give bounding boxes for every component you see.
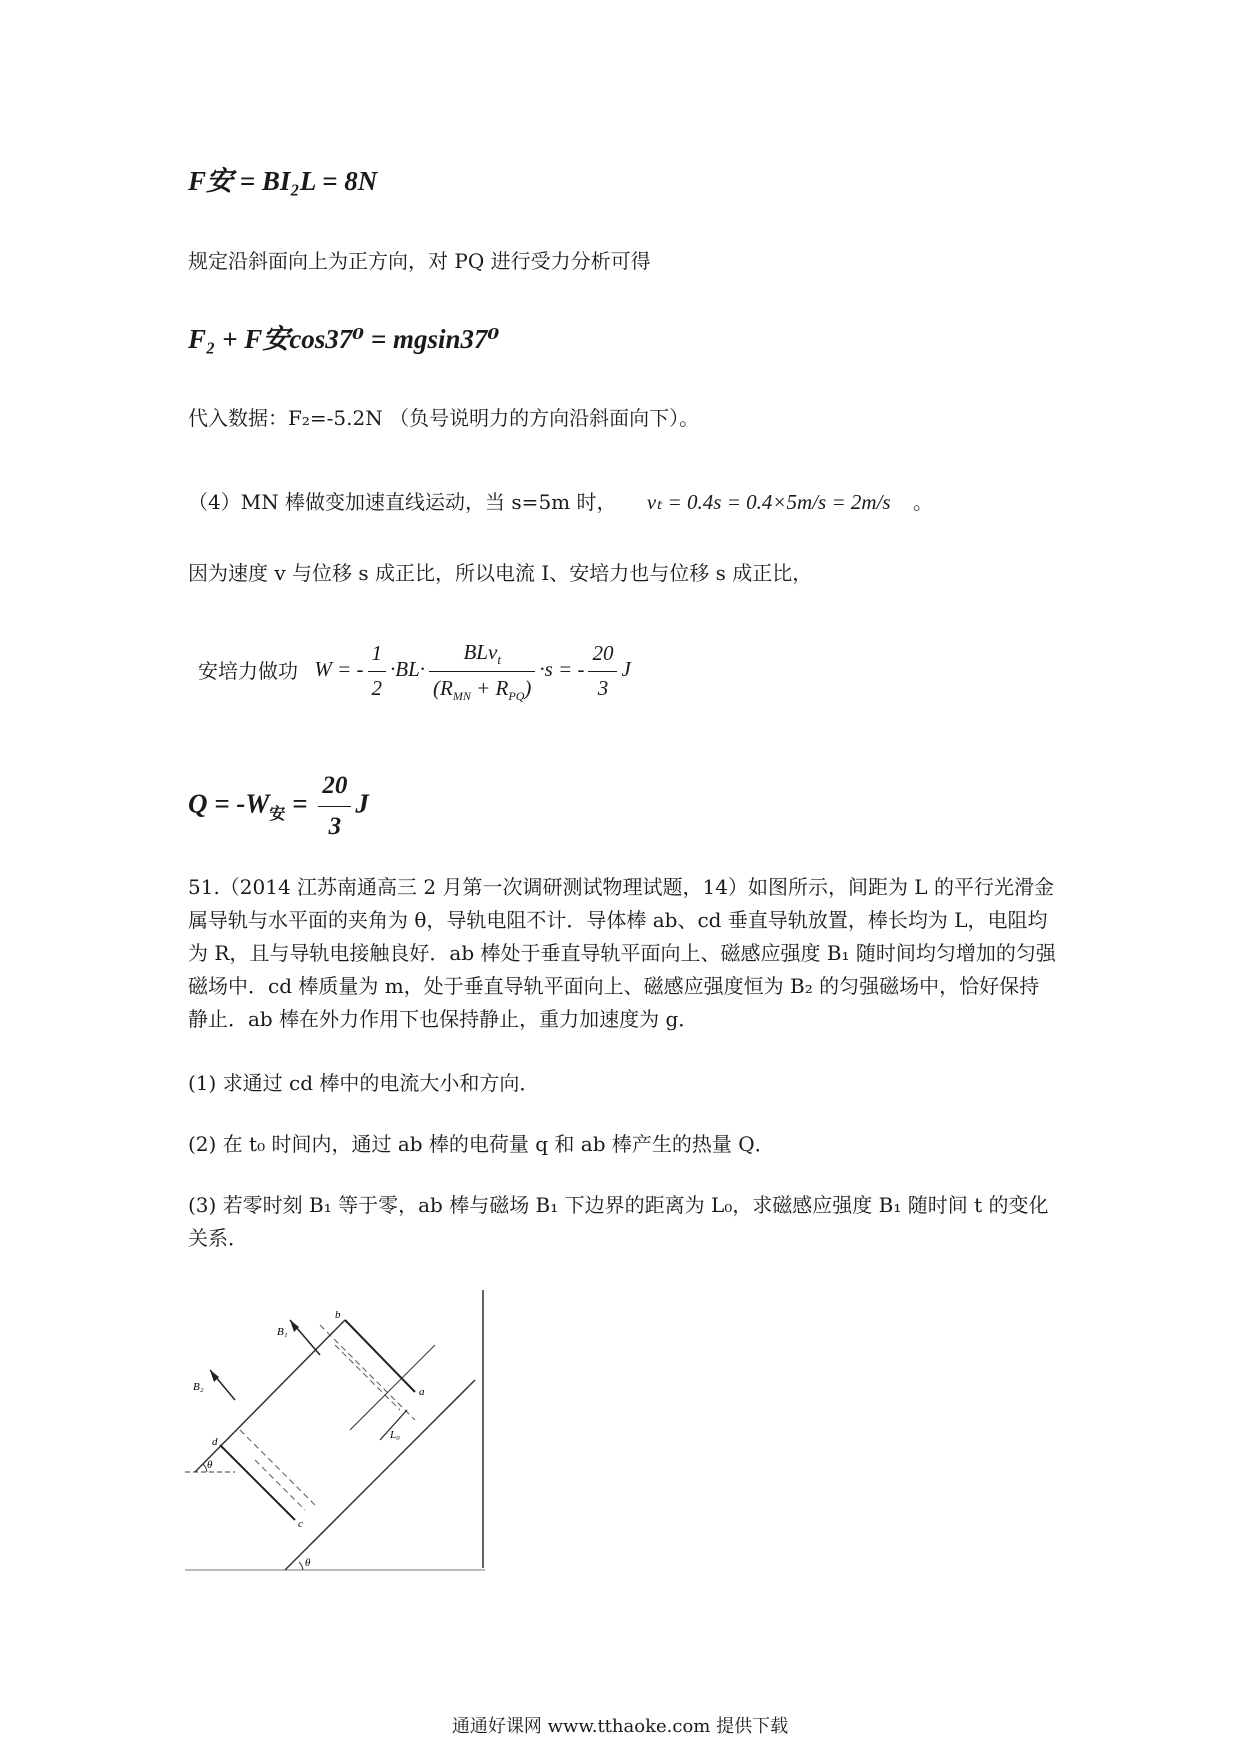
field-boundary-b2-2 [255, 1460, 305, 1510]
label-theta-top: θ [207, 1459, 213, 1471]
label-b2: B₂ [193, 1381, 204, 1393]
text-part-4 [188, 486, 933, 520]
text-force-analysis: 规定沿斜面向上为正方向，对 PQ 进行受力分析可得 [188, 249, 651, 273]
label-theta-bottom: θ [305, 1557, 311, 1569]
part-4-end: 。 [912, 490, 933, 514]
field-boundary-b1-2 [320, 1325, 415, 1420]
work-label: 安培力做功 [198, 659, 298, 684]
field-boundary-b1 [335, 1345, 400, 1410]
theta-arc-bottom [299, 1562, 303, 1570]
formula-ampere-force [188, 160, 377, 203]
label-a: a [419, 1386, 425, 1398]
rod-cd [220, 1445, 295, 1520]
question-1: (1) 求通过 cd 棒中的电流大小和方向． [188, 1071, 540, 1095]
label-l0: L₀ [390, 1429, 400, 1441]
part-4-lead: （4）MN 棒做变加速直线运动，当 s=5m 时， [188, 490, 617, 514]
rod-ab [345, 1320, 415, 1392]
velocity-formula: vₜ = 0.4s = 0.4×5m/s = 2m/s [646, 490, 891, 514]
label-c: c [298, 1518, 303, 1530]
question-2: (2) 在 t₀ 时间内，通过 ab 棒的电荷量 q 和 ab 棒产生的热量 Q． [188, 1132, 775, 1156]
question-3: (3) 若零时刻 B₁ 等于零，ab 棒与磁场 B₁ 下边界的距离为 L₀，求磁感应强度 B₁ 随时间 t 的变化关系． [188, 1193, 1049, 1250]
formula-text: F₂ + F安cos37⁰ = mgsin37⁰ [188, 324, 500, 354]
page-footer: 通通好课网 www.tthaoke.com 提供下载 [451, 1716, 789, 1737]
rail-diagram [185, 1290, 490, 1575]
label-b1: B₁ [277, 1326, 288, 1338]
text-substitute-data: 代入数据：F₂=-5.2N （负号说明力的方向沿斜面向下）。 [188, 406, 700, 430]
work-formula-line [198, 636, 631, 706]
rail-upper-left [195, 1320, 345, 1472]
label-d: d [212, 1436, 218, 1448]
formula-text: F安 = BI₂L = 8N [188, 166, 378, 196]
field-boundary-b2 [240, 1430, 315, 1505]
rail-lower-right [285, 1380, 475, 1570]
problem-stem: 51.（2014 江苏南通高三 2 月第一次调研测试物理试题，14）如图所示，间距为 L 的平行光滑金属导轨与水平面的夹角为 θ，导轨电阻不计．导体棒 ab、cd 垂直导轨放置，棒长均为 L，电阻均为 R，且与导轨电接触良好．ab 棒处于垂直导轨平面向上、磁感应强度 B₁ 随时间均匀增加的匀强磁场中．cd 棒质量为 m，处于垂直导轨平面向上、磁感应强度恒为 B₂ 的匀强磁场中，恰好保持静止．ab 棒在外力作用下也保持静止，重力加速度为 g． [188, 875, 1056, 1031]
work-formula-visual: W = - $\frac{1}{2}$ ·BL· $\frac{BLv_t}{(R_{MN} + R_{PQ})}$ ·s = - $\frac{20}{3}$ J [314, 657, 630, 681]
label-b: b [335, 1309, 341, 1321]
b1-arrowhead [290, 1320, 299, 1332]
text-proportional: 因为速度 v 与位移 s 成正比，所以电流 I、安培力也与位移 s 成正比， [188, 561, 813, 585]
formula-heat: $Q = -W_安$ = $\frac{20}{3}$ J [188, 766, 369, 847]
formula-equilibrium [188, 318, 499, 361]
